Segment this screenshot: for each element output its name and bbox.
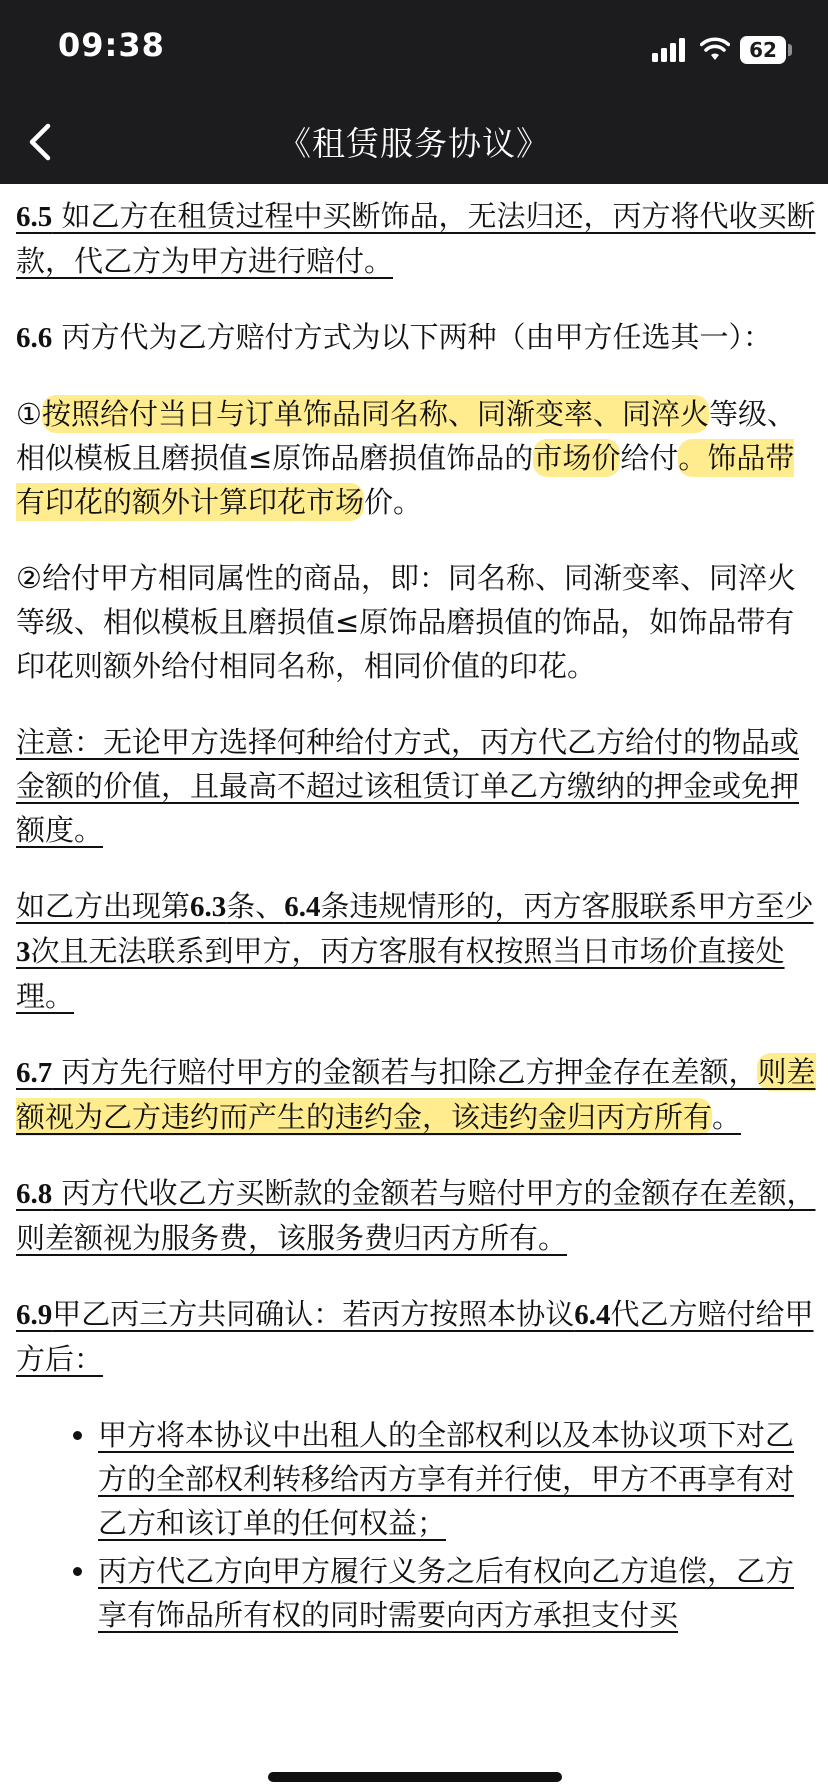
status-time: 09:38 xyxy=(58,26,165,64)
clause-text: 。 xyxy=(712,1100,742,1134)
highlighted-text: 市场价 xyxy=(533,441,621,475)
clause-reference: 6.4 xyxy=(574,1299,611,1331)
agreement-content xyxy=(16,184,816,1641)
wifi-icon xyxy=(700,36,730,62)
home-indicator xyxy=(268,1772,562,1782)
clause-6-5 xyxy=(16,194,816,283)
signal-icon xyxy=(652,38,688,62)
clause-6-7 xyxy=(16,1050,816,1139)
violation-paragraph xyxy=(16,884,816,1018)
clause-text: 丙方先行赔付甲方的金额若与扣除乙方押金存在差额， xyxy=(52,1055,758,1089)
clause-6-8 xyxy=(16,1171,816,1260)
battery-icon: 62 xyxy=(740,36,786,64)
count-number: 3 xyxy=(16,936,31,968)
note-paragraph: 注意：无论甲方选择何种给付方式，丙方代乙方给付的物品或金额的价值，且最高不超过该租赁订单乙方缴纳的押金或免押额度。 xyxy=(16,725,800,847)
bullet-list xyxy=(16,1413,816,1637)
clause-number: 6.5 xyxy=(16,201,53,233)
status-bar xyxy=(0,0,828,100)
nav-bar xyxy=(0,100,828,184)
paragraph-text: 条、 xyxy=(226,889,285,923)
highlighted-text: 则差额视为乙方违约而产生的违约金，该违约金归丙方所有 xyxy=(16,1055,816,1134)
option-text: 等级、相似模板且磨损值≤原饰品磨损值饰品的 xyxy=(16,397,797,475)
page-title: 《租赁服务协议》 xyxy=(278,124,550,163)
list-item: • 丙方代乙方向甲方履行义务之后有权向乙方追偿，乙方享有饰品所有权的同时需要向丙方承担支付买 xyxy=(98,1549,816,1637)
clause-text: 丙方代收乙方买断款的金额若与赔付甲方的金额存在差额，则差额视为服务费，该服务费归丙方所有。 xyxy=(16,1176,816,1255)
paragraph-text: 次且无法联系到甲方，丙方客服有权按照当日市场价直接处理。 xyxy=(16,934,785,1013)
highlighted-text: 。饰品带有印花的额外计算印花市场 xyxy=(16,441,795,519)
clause-reference: 6.3 xyxy=(190,891,227,923)
highlighted-text: 按照给付当日与订单饰品同名称、同渐变率、同淬火 xyxy=(42,397,710,431)
clause-number: 6.8 xyxy=(16,1178,53,1210)
clause-6-9 xyxy=(16,1292,816,1381)
clause-text: 甲乙丙三方共同确认：若丙方按照本协议 xyxy=(52,1297,575,1331)
clause-number: 6.6 xyxy=(16,322,53,354)
option-one xyxy=(16,392,816,524)
option-two: ②给付甲方相同属性的商品，即：同名称、同渐变率、同淬火等级、相似模板且磨损值≤原饰品磨损值的饰品，如饰品带有印花则额外给付相同名称，相同价值的印花。 xyxy=(16,561,796,683)
clause-text: 丙方代为乙方赔付方式为以下两种（由甲方任选其一）： xyxy=(52,320,772,354)
clause-number: 6.7 xyxy=(16,1057,53,1089)
battery-cap xyxy=(788,44,792,56)
option-marker: ① xyxy=(16,397,42,431)
clause-6-6 xyxy=(16,315,816,360)
option-text: 给付 xyxy=(620,441,679,475)
clause-reference: 6.4 xyxy=(284,891,321,923)
clause-number: 6.9 xyxy=(16,1299,53,1331)
paragraph-text: 如乙方出现第 xyxy=(16,889,191,923)
option-text: 价。 xyxy=(364,485,423,519)
clause-text: 代乙方赔付给甲方后： xyxy=(16,1297,814,1376)
paragraph-text: 条违规情形的，丙方客服联系甲方至少 xyxy=(320,889,814,923)
list-item: • 甲方将本协议中出租人的全部权利以及本协议项下对乙方的全部权利转移给丙方享有并行使，甲方不再享有对乙方和该订单的任何权益； xyxy=(98,1413,816,1545)
clause-text: 如乙方在租赁过程中买断饰品，无法归还，丙方将代收买断款，代乙方为甲方进行赔付。 xyxy=(16,199,816,278)
